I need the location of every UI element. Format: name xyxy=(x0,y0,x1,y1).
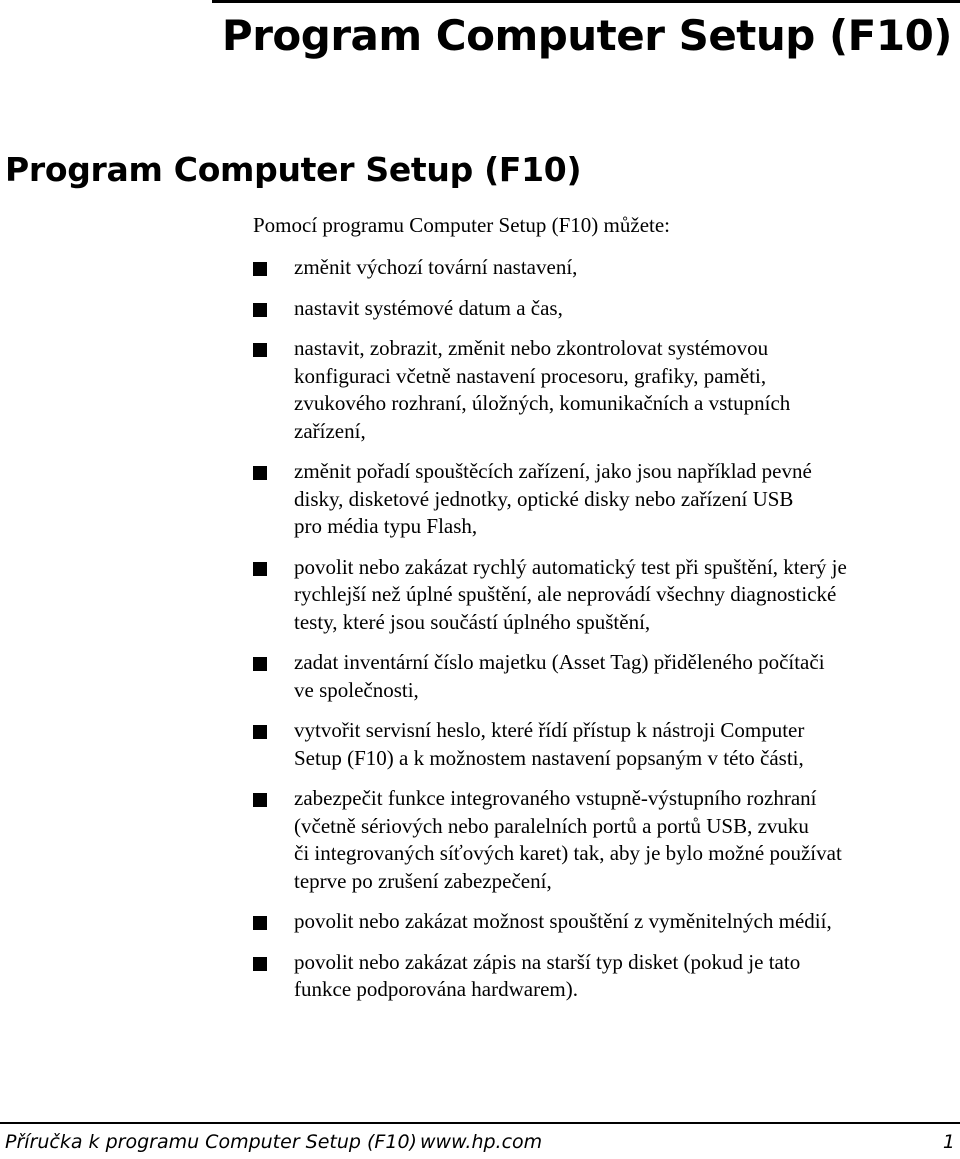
list-item-text: (včetně sériových nebo paralelních portů a portů USB, zvuku xyxy=(294,813,809,838)
list-item xyxy=(253,949,953,1004)
list-item xyxy=(253,908,953,936)
list-item-text: zvukového rozhraní, úložných, komunikačních a vstupních xyxy=(294,391,791,415)
list-item-text: ve společnosti, xyxy=(294,677,419,702)
square-bullet-icon xyxy=(253,725,267,739)
list-item-text: zadat inventární číslo majetku (Asset Tag) přiděleného počítači xyxy=(294,650,825,674)
list-item-text: testy, které jsou součástí úplného spuštění, xyxy=(294,609,651,634)
square-bullet-icon xyxy=(253,262,267,276)
square-bullet-icon xyxy=(253,916,267,930)
list-item xyxy=(253,554,953,637)
page-number: 1 xyxy=(942,1131,955,1153)
footer-document-title: Příručka k programu Computer Setup (F10) xyxy=(5,1131,417,1153)
list-item-text: disky, disketové jednotky, optické disky nebo zařízení USB xyxy=(294,486,794,511)
list-item-text: teprve po zrušení zabezpečení, xyxy=(294,868,552,893)
list-item xyxy=(253,458,953,541)
list-item-text: rychlejší než úplné spuštění, ale neprovádí všechny diagnostické xyxy=(294,582,837,606)
list-item xyxy=(253,717,953,772)
list-item-text: funkce podporována hardwarem). xyxy=(294,977,578,1001)
list-item-text: nastavit systémové datum a čas, xyxy=(294,295,563,320)
list-item xyxy=(253,649,953,704)
square-bullet-icon xyxy=(253,957,267,971)
list-item-text: zařízení, xyxy=(294,418,366,443)
list-item-text: či integrovaných síťových karet) tak, aby je bylo možné používat xyxy=(294,841,842,865)
list-item-text: povolit nebo zakázat možnost spouštění z vyměnitelných médií, xyxy=(294,909,832,933)
list-item-text: změnit výchozí tovární nastavení, xyxy=(294,255,578,279)
list-item xyxy=(253,785,953,895)
square-bullet-icon xyxy=(253,793,267,807)
feature-list xyxy=(253,254,953,1017)
footer-url-link[interactable]: www.hp.com xyxy=(420,1131,543,1153)
list-item xyxy=(253,254,953,282)
list-item-text: povolit nebo zakázat rychlý automatický test při spuštění, který je xyxy=(294,554,847,579)
square-bullet-icon xyxy=(253,303,267,317)
header-rule xyxy=(212,0,960,3)
intro-paragraph: Pomocí programu Computer Setup (F10) můžete: xyxy=(253,213,671,237)
list-item-text: povolit nebo zakázat zápis na starší typ disket (pokud je tato xyxy=(294,949,801,974)
square-bullet-icon xyxy=(253,562,267,576)
square-bullet-icon xyxy=(253,466,267,480)
footer-rule xyxy=(0,1122,960,1124)
list-item-text: pro média typu Flash, xyxy=(294,514,478,538)
list-item-text: změnit pořadí spouštěcích zařízení, jako jsou například pevné xyxy=(294,459,812,483)
chapter-title: Program Computer Setup (F10) xyxy=(221,11,952,60)
square-bullet-icon xyxy=(253,657,267,671)
list-item-text: zabezpečit funkce integrovaného vstupně-výstupního rozhraní xyxy=(294,786,817,810)
list-item-text: vytvořit servisní heslo, které řídí přístup k nástroji Computer xyxy=(294,718,805,742)
square-bullet-icon xyxy=(253,343,267,357)
list-item-text: konfiguraci včetně nastavení procesoru, grafiky, paměti, xyxy=(294,363,767,388)
list-item xyxy=(253,335,953,445)
section-title: Program Computer Setup (F10) xyxy=(5,150,582,189)
list-item xyxy=(253,295,953,323)
list-item-text: nastavit, zobrazit, změnit nebo zkontrolovat systémovou xyxy=(294,336,769,360)
list-item-text: Setup (F10) a k možnostem nastavení popsaným v této části, xyxy=(294,745,804,770)
